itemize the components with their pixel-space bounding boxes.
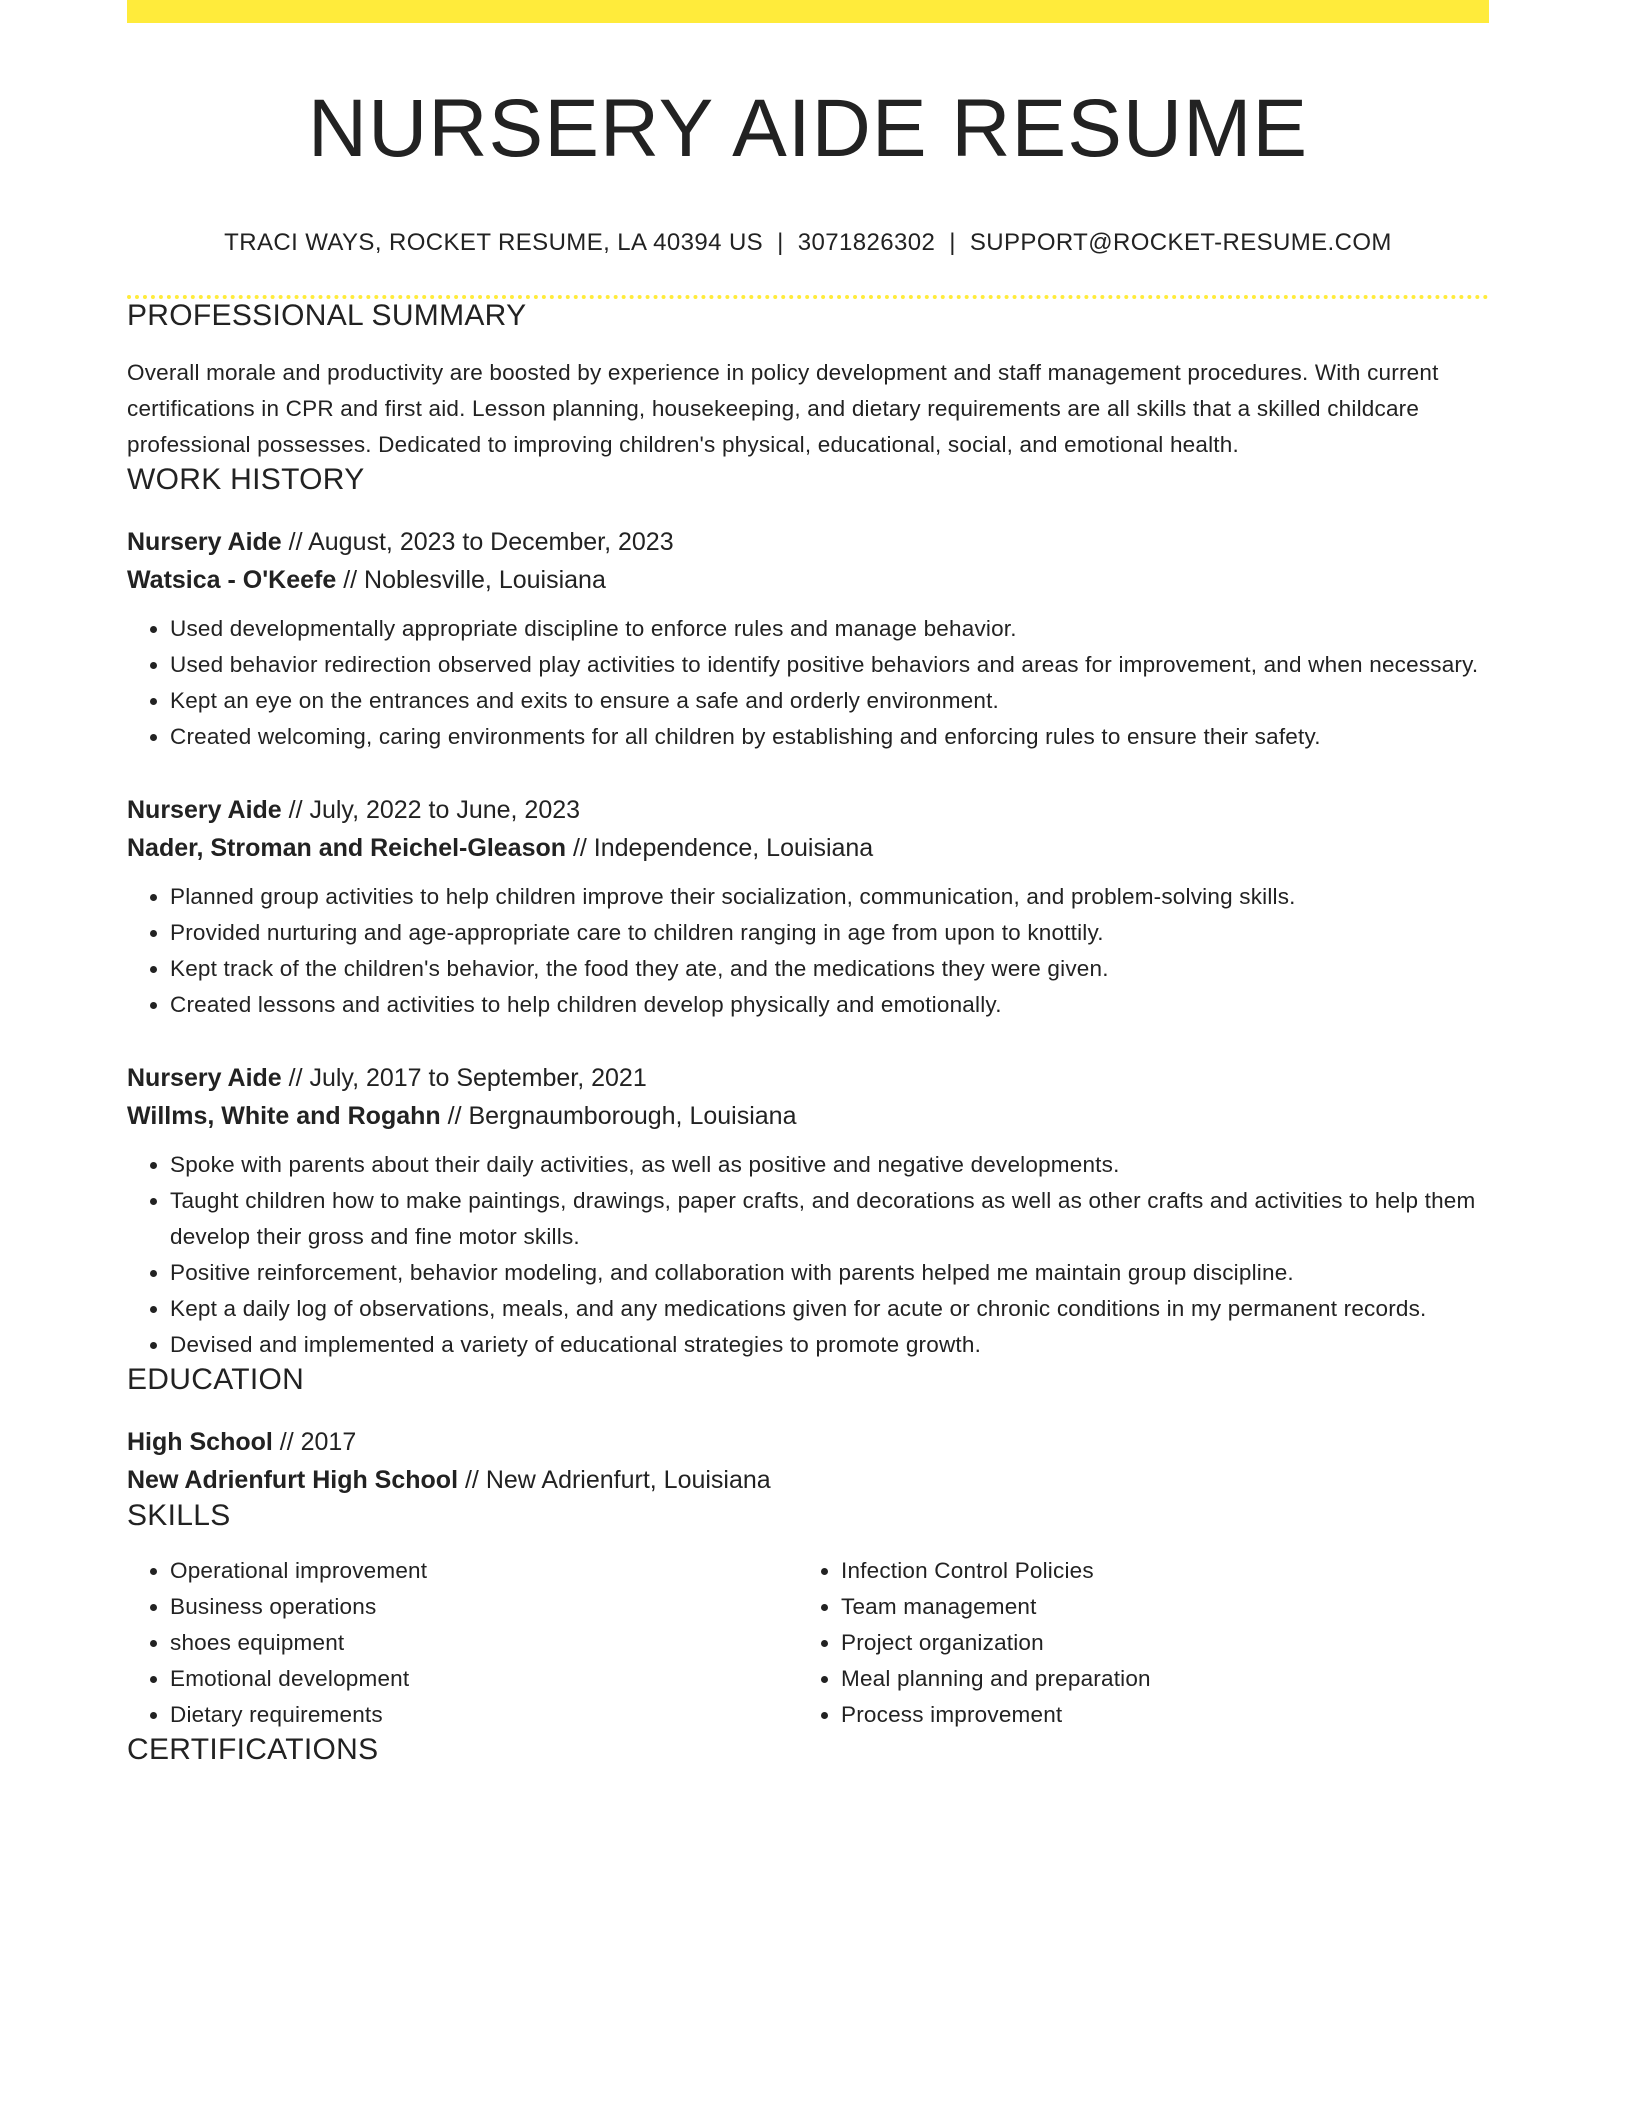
list-item: • Business operations <box>170 1589 798 1625</box>
list-item: • Created lessons and activities to help children develop physically and emotionally. <box>170 987 1489 1023</box>
summary-text: Overall morale and productivity are boosted by experience in policy development and staff management procedures. With current certifications in CPR and first aid. Lesson planning, housekeeping, and dietary requirements are all skills that a skilled childcare professional possesses. Dedicated to improving children's physical, educational, social, and emotional health. <box>127 360 1439 458</box>
job-dates: // July, 2022 to June, 2023 <box>281 796 581 825</box>
list-item: • Infection Control Policies <box>841 1553 1469 1589</box>
contact-separator: | <box>777 229 784 257</box>
job-title-line <box>127 523 1489 561</box>
skills-grid <box>127 1553 1489 1733</box>
job-bullets <box>127 879 1489 1023</box>
list-item: • Project organization <box>841 1625 1469 1661</box>
list-item: • Kept a daily log of observations, meals, and any medications given for acute or chronic conditions in my permanent records. <box>170 1291 1489 1327</box>
job-entry <box>127 1059 1489 1363</box>
list-item: • Used behavior redirection observed play activities to identify positive behaviors and areas for improvement, and when necessary. <box>170 647 1489 683</box>
education-school: New Adrienfurt High School <box>127 1466 459 1495</box>
list-item: • Emotional development <box>170 1661 798 1697</box>
list-item: • Taught children how to make paintings, drawings, paper crafts, and decorations as well as other crafts and activities to help them develop their gross and fine motor skills. <box>170 1183 1489 1255</box>
summary-heading: PROFESSIONAL SUMMARY <box>127 299 527 333</box>
job-location: // Independence, Louisiana <box>566 834 874 863</box>
job-title-line <box>127 1059 1489 1097</box>
education-degree: High School <box>127 1428 273 1457</box>
job-company-line <box>127 561 1489 599</box>
list-item: • Dietary requirements <box>170 1697 798 1733</box>
job-bullets <box>127 1147 1489 1363</box>
list-item: • Used developmentally appropriate discipline to enforce rules and manage behavior. <box>170 611 1489 647</box>
list-item: • Devised and implemented a variety of educational strategies to promote growth. <box>170 1327 1489 1363</box>
job-entry <box>127 523 1489 755</box>
top-accent-bar <box>127 0 1489 23</box>
education-school-line <box>127 1461 1489 1499</box>
contact-email: SUPPORT@ROCKET-RESUME.COM <box>969 229 1392 257</box>
skills-column-left <box>127 1553 798 1733</box>
job-title: Nursery Aide <box>127 1064 282 1093</box>
education-entry <box>127 1423 1489 1499</box>
list-item: • Planned group activities to help children improve their socialization, communication, and problem-solving skills. <box>170 879 1489 915</box>
list-item: • Operational improvement <box>170 1553 798 1589</box>
list-item: • Team management <box>841 1589 1469 1625</box>
job-bullets <box>127 611 1489 755</box>
contact-phone: 3071826302 <box>797 229 936 257</box>
job-location: // Bergnaumborough, Louisiana <box>440 1102 797 1131</box>
list-item: • Kept an eye on the entrances and exits to ensure a safe and orderly environment. <box>170 683 1489 719</box>
list-item: • Provided nurturing and age-appropriate care to children ranging in age from upon to knottily. <box>170 915 1489 951</box>
job-entry <box>127 791 1489 1023</box>
education-heading: EDUCATION <box>127 1363 305 1397</box>
job-company: Nader, Stroman and Reichel-Gleason <box>127 834 567 863</box>
job-location: // Noblesville, Louisiana <box>336 566 606 595</box>
contact-line <box>127 229 1489 257</box>
list-item: • shoes equipment <box>170 1625 798 1661</box>
job-company-line <box>127 1097 1489 1135</box>
list-item: • Created welcoming, caring environments for all children by establishing and enforcing rules to ensure their safety. <box>170 719 1489 755</box>
certifications-heading: CERTIFICATIONS <box>127 1733 379 1767</box>
list-item: • Spoke with parents about their daily activities, as well as positive and negative developments. <box>170 1147 1489 1183</box>
education-location: // New Adrienfurt, Louisiana <box>458 1466 771 1495</box>
job-company: Willms, White and Rogahn <box>127 1102 441 1131</box>
resume-page <box>127 0 1489 1767</box>
job-title: Nursery Aide <box>127 796 282 825</box>
resume-title: NURSERY AIDE RESUME <box>307 83 1309 174</box>
list-item: • Meal planning and preparation <box>841 1661 1469 1697</box>
list-item: • Positive reinforcement, behavior modeling, and collaboration with parents helped me maintain group discipline. <box>170 1255 1489 1291</box>
work-history-heading: WORK HISTORY <box>127 463 365 497</box>
job-company: Watsica - O'Keefe <box>127 566 337 595</box>
contact-address: TRACI WAYS, ROCKET RESUME, LA 40394 US <box>224 229 764 257</box>
skills-heading: SKILLS <box>127 1499 231 1533</box>
list-item: • Kept track of the children's behavior, the food they ate, and the medications they were given. <box>170 951 1489 987</box>
job-dates: // July, 2017 to September, 2021 <box>281 1064 647 1093</box>
list-item: • Process improvement <box>841 1697 1469 1733</box>
education-degree-line <box>127 1423 1489 1461</box>
contact-separator: | <box>949 229 956 257</box>
skills-column-right <box>798 1553 1469 1733</box>
job-dates: // August, 2023 to December, 2023 <box>281 528 674 557</box>
education-year: // 2017 <box>272 1428 357 1457</box>
job-title: Nursery Aide <box>127 528 282 557</box>
job-title-line <box>127 791 1489 829</box>
job-company-line <box>127 829 1489 867</box>
